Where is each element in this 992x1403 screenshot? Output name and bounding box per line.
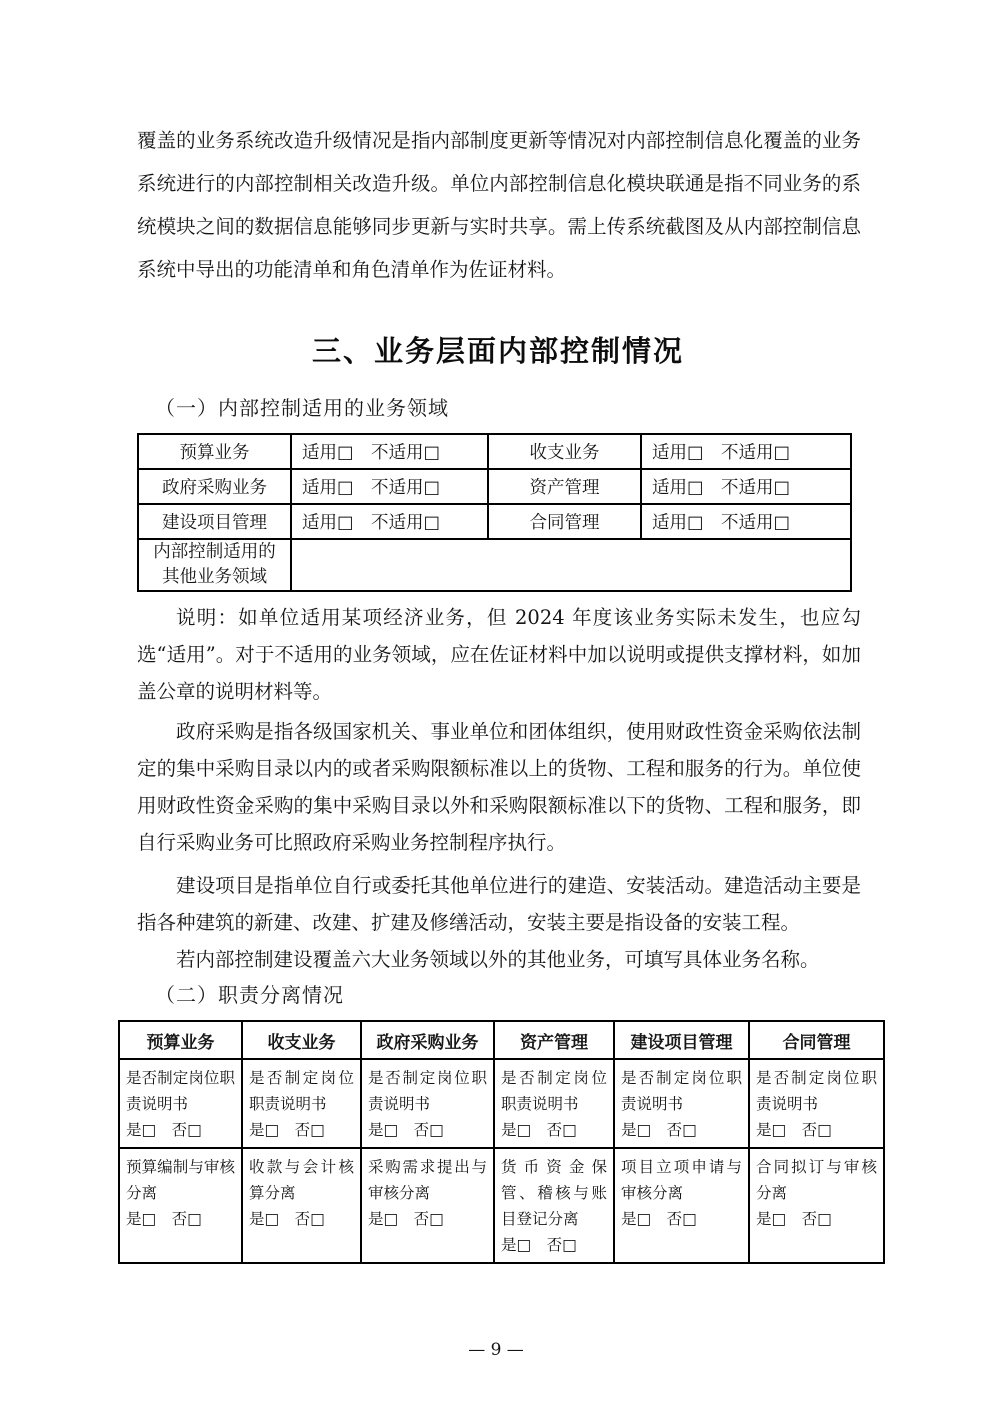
options-revenue-expenditure[interactable]: 适用□ 不适用□	[641, 434, 851, 469]
label-revenue-expenditure: 收支业务	[488, 434, 641, 469]
note-paragraph-construction: 建设项目是指单位自行或委托其他单位进行的建造、安装活动。建造活动主要是指各种建筑的新建、改建、扩建及修缮活动，安装主要是指设备的安装工程。	[137, 874, 861, 934]
separation-of-duties-table	[118, 1020, 885, 1264]
separation-cell-contract	[749, 1148, 884, 1263]
table-row	[138, 539, 851, 591]
label-asset-management: 资产管理	[488, 469, 641, 504]
options-asset-management[interactable]: 适用□ 不适用□	[641, 469, 851, 504]
header-construction-project: 建设项目管理	[614, 1021, 749, 1059]
options-budget-business[interactable]: 适用□ 不适用□	[291, 434, 488, 469]
options-construction-project[interactable]: 适用□ 不适用□	[291, 504, 488, 539]
separation-cell-construction	[614, 1148, 749, 1263]
header-revenue-expenditure: 收支业务	[242, 1021, 361, 1059]
label-other-line1: 内部控制适用的	[153, 542, 276, 562]
label-contract-management: 合同管理	[488, 504, 641, 539]
job-description-question: 是否制定岗位职责说明书	[126, 1069, 235, 1113]
separation-cell-asset	[494, 1148, 614, 1263]
page-number: — 9 —	[468, 1340, 524, 1360]
separation-question-asset: 货币资金保管、稽核与账目登记分离	[501, 1158, 607, 1228]
job-description-question: 是否制定岗位职责说明书	[368, 1069, 487, 1113]
header-contract-management: 合同管理	[749, 1021, 884, 1059]
section-title: 三、业务层面内部控制情况	[311, 334, 684, 368]
options-contract-management[interactable]: 适用□ 不适用□	[641, 504, 851, 539]
table-row	[138, 434, 851, 469]
job-description-cell-construction	[614, 1059, 749, 1148]
separation-question-budget: 预算编制与审核分离	[126, 1158, 235, 1202]
job-description-cell-revenue	[242, 1059, 361, 1148]
job-description-options-contract[interactable]: 是□ 否□	[756, 1121, 832, 1139]
job-description-cell-procurement	[361, 1059, 494, 1148]
separation-options-asset[interactable]: 是□ 否□	[501, 1236, 577, 1254]
job-description-cell-asset	[494, 1059, 614, 1148]
job-description-options-asset[interactable]: 是□ 否□	[501, 1121, 577, 1139]
job-description-options-procurement[interactable]: 是□ 否□	[368, 1121, 444, 1139]
duty-separation-row	[119, 1148, 884, 1263]
table-row	[138, 469, 851, 504]
job-description-cell-budget	[119, 1059, 242, 1148]
note-paragraph-other-business: 若内部控制建设覆盖六大业务领域以外的其他业务，可填写具体业务名称。	[176, 948, 820, 971]
header-asset-management: 资产管理	[494, 1021, 614, 1059]
options-government-procurement[interactable]: 适用□ 不适用□	[291, 469, 488, 504]
separation-question-revenue: 收款与会计核算分离	[249, 1158, 354, 1202]
note-paragraph-instructions: 说明：如单位适用某项经济业务，但 2024 年度该业务实际未发生，也应勾选“适用”。对于不适用的业务领域，应在佐证材料中加以说明或提供支撑材料，如加盖公章的说明材料等。	[137, 606, 861, 703]
separation-question-contract: 合同拟订与审核分离	[756, 1158, 877, 1202]
job-description-options-construction[interactable]: 是□ 否□	[621, 1121, 697, 1139]
job-description-options-revenue[interactable]: 是□ 否□	[249, 1121, 325, 1139]
separation-cell-budget	[119, 1148, 242, 1263]
label-other-business-areas	[138, 539, 291, 591]
separation-options-budget[interactable]: 是□ 否□	[126, 1210, 202, 1228]
table-header-row	[119, 1021, 884, 1059]
separation-options-revenue[interactable]: 是□ 否□	[249, 1210, 325, 1228]
header-budget-business: 预算业务	[119, 1021, 242, 1059]
job-description-question: 是否制定岗位职责说明书	[249, 1069, 354, 1113]
job-description-question: 是否制定岗位职责说明书	[501, 1069, 607, 1113]
job-description-options-budget[interactable]: 是□ 否□	[126, 1121, 202, 1139]
separation-cell-procurement	[361, 1148, 494, 1263]
note-paragraph-procurement: 政府采购是指各级国家机关、事业单位和团体组织，使用财政性资金采购依法制定的集中采购目录以内的或者采购限额标准以上的货物、工程和服务的行为。单位使用财政性资金采购的集中采购目录以外和采购限额标准以下的货物、工程和服务，即自行采购业务可比照政府采购业务控制程序执行。	[137, 720, 861, 854]
job-description-row	[119, 1059, 884, 1148]
label-government-procurement: 政府采购业务	[138, 469, 291, 504]
separation-question-procurement: 采购需求提出与审核分离	[368, 1158, 487, 1202]
job-description-cell-contract	[749, 1059, 884, 1148]
label-construction-project: 建设项目管理	[138, 504, 291, 539]
label-budget-business: 预算业务	[138, 434, 291, 469]
separation-options-contract[interactable]: 是□ 否□	[756, 1210, 832, 1228]
intro-paragraph: 覆盖的业务系统改造升级情况是指内部制度更新等情况对内部控制信息化覆盖的业务系统进行的内部控制相关改造升级。单位内部控制信息化模块联通是指不同业务的系统模块之间的数据信息能够同步更新与实时共享。需上传系统截图及从内部控制信息系统中导出的功能清单和角色清单作为佐证材料。	[137, 129, 861, 281]
subsection-2-title: （二）职责分离情况	[155, 983, 344, 1007]
job-description-question: 是否制定岗位职责说明书	[756, 1069, 877, 1113]
table-row	[138, 504, 851, 539]
other-business-areas-input[interactable]	[291, 539, 851, 591]
job-description-question: 是否制定岗位职责说明书	[621, 1069, 742, 1113]
separation-cell-revenue	[242, 1148, 361, 1263]
applicability-table	[137, 433, 852, 592]
subsection-1-title: （一）内部控制适用的业务领域	[155, 396, 449, 420]
separation-options-procurement[interactable]: 是□ 否□	[368, 1210, 444, 1228]
header-government-procurement: 政府采购业务	[361, 1021, 494, 1059]
separation-options-construction[interactable]: 是□ 否□	[621, 1210, 697, 1228]
separation-question-construction: 项目立项申请与审核分离	[621, 1158, 742, 1202]
label-other-line2: 其他业务领域	[162, 567, 267, 587]
